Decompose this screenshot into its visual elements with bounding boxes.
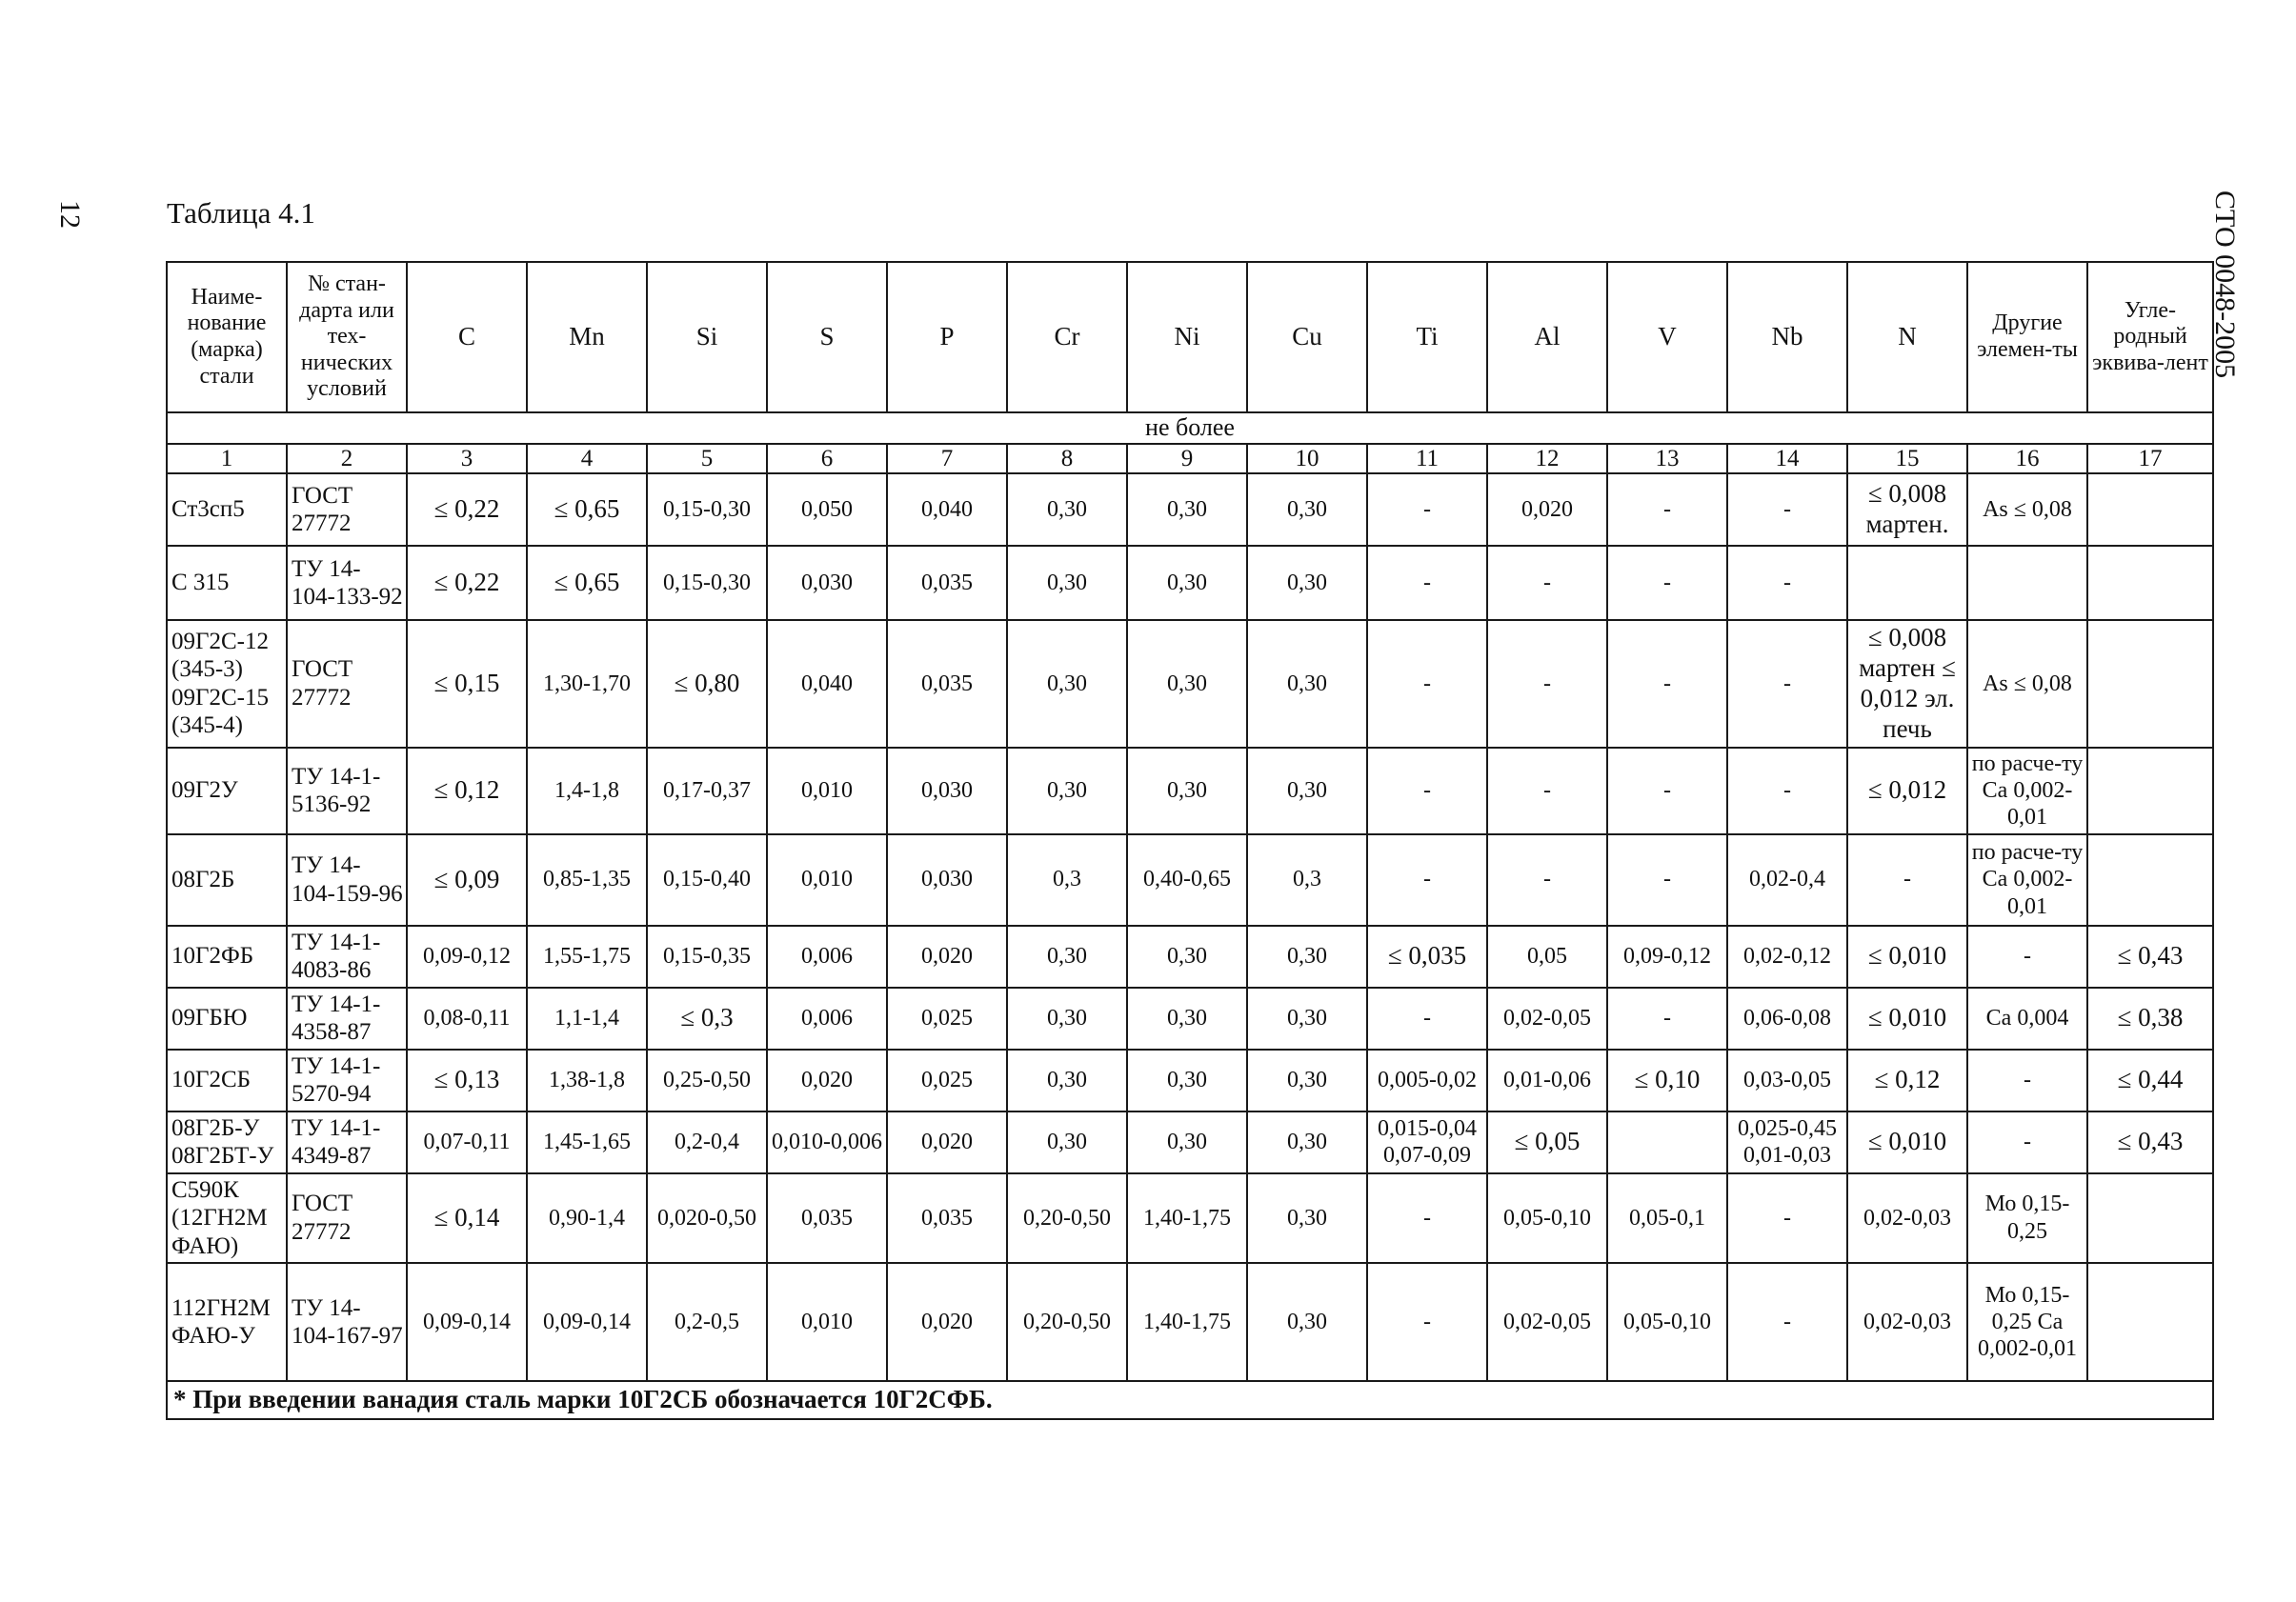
- v-cell: ≤ 0,10: [1607, 1050, 1727, 1111]
- nb-cell: 0,03-0,05: [1727, 1050, 1847, 1111]
- cr-cell: 0,30: [1007, 988, 1127, 1050]
- mn-cell: 1,55-1,75: [527, 926, 647, 988]
- steel-grade-cell: С590К (12ГН2М ФАЮ): [167, 1173, 287, 1264]
- page-number: 12: [54, 200, 86, 229]
- column-number: 12: [1487, 444, 1607, 474]
- s-cell: 0,010-0,006: [767, 1111, 887, 1173]
- p-cell: 0,035: [887, 546, 1007, 620]
- mn-cell: 0,90-1,4: [527, 1173, 647, 1264]
- si-cell: 0,15-0,30: [647, 473, 767, 546]
- cr-cell: 0,30: [1007, 620, 1127, 747]
- si-cell: 0,15-0,30: [647, 546, 767, 620]
- cu-cell: 0,3: [1247, 834, 1367, 926]
- table-body: [167, 473, 2213, 1381]
- cu-cell: 0,30: [1247, 546, 1367, 620]
- other-elements-cell: As ≤ 0,08: [1967, 620, 2087, 747]
- steel-grade-cell: 10Г2ФБ: [167, 926, 287, 988]
- column-number: 15: [1847, 444, 1967, 474]
- n-cell: 0,02-0,03: [1847, 1263, 1967, 1381]
- nb-cell: 0,02-0,12: [1727, 926, 1847, 988]
- cu-cell: 0,30: [1247, 748, 1367, 834]
- ni-cell: 0,30: [1127, 1050, 1247, 1111]
- steel-grade-cell: 09ГБЮ: [167, 988, 287, 1050]
- cr-cell: 0,20-0,50: [1007, 1263, 1127, 1381]
- nb-cell: -: [1727, 546, 1847, 620]
- mn-cell: 1,4-1,8: [527, 748, 647, 834]
- steel-grade-cell: 09Г2С-12 (345-3) 09Г2С-15 (345-4): [167, 620, 287, 747]
- si-cell: 0,2-0,4: [647, 1111, 767, 1173]
- si-cell: 0,15-0,35: [647, 926, 767, 988]
- c-cell: ≤ 0,13: [407, 1050, 527, 1111]
- header-other-elements: Другие элемен-ты: [1967, 262, 2087, 412]
- n-cell: ≤ 0,008 мартен.: [1847, 473, 1967, 546]
- standard-cell: ТУ 14-104-167-97: [287, 1263, 407, 1381]
- si-cell: 0,15-0,40: [647, 834, 767, 926]
- n-cell: ≤ 0,010: [1847, 988, 1967, 1050]
- v-cell: -: [1607, 620, 1727, 747]
- column-number: 4: [527, 444, 647, 474]
- column-number: 14: [1727, 444, 1847, 474]
- v-cell: -: [1607, 988, 1727, 1050]
- nb-cell: -: [1727, 1263, 1847, 1381]
- mn-cell: ≤ 0,65: [527, 546, 647, 620]
- c-cell: ≤ 0,12: [407, 748, 527, 834]
- standard-cell: ТУ 14-104-159-96: [287, 834, 407, 926]
- not-more-than-label: не более: [167, 412, 2213, 444]
- cu-cell: 0,30: [1247, 926, 1367, 988]
- ti-cell: -: [1367, 834, 1487, 926]
- s-cell: 0,010: [767, 1263, 887, 1381]
- ti-cell: 0,005-0,02: [1367, 1050, 1487, 1111]
- steel-grade-cell: 08Г2Б: [167, 834, 287, 926]
- s-cell: 0,020: [767, 1050, 887, 1111]
- cr-cell: 0,20-0,50: [1007, 1173, 1127, 1264]
- ti-cell: 0,015-0,04 0,07-0,09: [1367, 1111, 1487, 1173]
- header-ni: Ni: [1127, 262, 1247, 412]
- cr-cell: 0,30: [1007, 473, 1127, 546]
- column-number-row: [167, 444, 2213, 474]
- p-cell: 0,035: [887, 1173, 1007, 1264]
- carbon-equivalent-cell: [2087, 1173, 2213, 1264]
- header-carbon-equivalent: Угле-родный эквива-лент: [2087, 262, 2213, 412]
- carbon-equivalent-cell: [2087, 473, 2213, 546]
- table-row: [167, 1050, 2213, 1111]
- c-cell: ≤ 0,15: [407, 620, 527, 747]
- other-elements-cell: по расче-ту Са 0,002-0,01: [1967, 748, 2087, 834]
- column-number: 6: [767, 444, 887, 474]
- n-cell: -: [1847, 834, 1967, 926]
- cu-cell: 0,30: [1247, 620, 1367, 747]
- ti-cell: -: [1367, 1263, 1487, 1381]
- p-cell: 0,040: [887, 473, 1007, 546]
- ti-cell: -: [1367, 546, 1487, 620]
- n-cell: [1847, 546, 1967, 620]
- column-number: 10: [1247, 444, 1367, 474]
- al-cell: 0,01-0,06: [1487, 1050, 1607, 1111]
- column-number: 7: [887, 444, 1007, 474]
- nb-cell: -: [1727, 1173, 1847, 1264]
- header-row: [167, 262, 2213, 412]
- steel-grade-cell: С 315: [167, 546, 287, 620]
- nb-cell: -: [1727, 748, 1847, 834]
- n-cell: ≤ 0,010: [1847, 1111, 1967, 1173]
- table-row: [167, 473, 2213, 546]
- other-elements-cell: As ≤ 0,08: [1967, 473, 2087, 546]
- mn-cell: 1,45-1,65: [527, 1111, 647, 1173]
- table-row: [167, 1173, 2213, 1264]
- header-steel-grade: Наиме-нование (марка) стали: [167, 262, 287, 412]
- header-standard: № стан-дарта или тех-нических условий: [287, 262, 407, 412]
- cr-cell: 0,30: [1007, 546, 1127, 620]
- al-cell: 0,05-0,10: [1487, 1173, 1607, 1264]
- s-cell: 0,030: [767, 546, 887, 620]
- header-c: C: [407, 262, 527, 412]
- ni-cell: 0,30: [1127, 988, 1247, 1050]
- ni-cell: 0,30: [1127, 748, 1247, 834]
- column-number: 5: [647, 444, 767, 474]
- s-cell: 0,035: [767, 1173, 887, 1264]
- mn-cell: 0,85-1,35: [527, 834, 647, 926]
- ni-cell: 0,30: [1127, 546, 1247, 620]
- c-cell: ≤ 0,09: [407, 834, 527, 926]
- n-cell: ≤ 0,12: [1847, 1050, 1967, 1111]
- cr-cell: 0,30: [1007, 1111, 1127, 1173]
- carbon-equivalent-cell: ≤ 0,43: [2087, 926, 2213, 988]
- header-nb: Nb: [1727, 262, 1847, 412]
- column-number: 1: [167, 444, 287, 474]
- v-cell: -: [1607, 546, 1727, 620]
- table-row: [167, 620, 2213, 747]
- standard-cell: ТУ 14-104-133-92: [287, 546, 407, 620]
- table-row: [167, 926, 2213, 988]
- table-row: [167, 748, 2213, 834]
- column-number: 9: [1127, 444, 1247, 474]
- c-cell: 0,09-0,12: [407, 926, 527, 988]
- p-cell: 0,020: [887, 1111, 1007, 1173]
- al-cell: -: [1487, 546, 1607, 620]
- p-cell: 0,035: [887, 620, 1007, 747]
- document-code: СТО 0048-2005: [2209, 190, 2241, 379]
- ni-cell: 0,30: [1127, 620, 1247, 747]
- n-cell: ≤ 0,010: [1847, 926, 1967, 988]
- header-cr: Cr: [1007, 262, 1127, 412]
- s-cell: 0,010: [767, 748, 887, 834]
- al-cell: -: [1487, 834, 1607, 926]
- column-number: 8: [1007, 444, 1127, 474]
- c-cell: 0,08-0,11: [407, 988, 527, 1050]
- other-elements-cell: по расче-ту Са 0,002-0,01: [1967, 834, 2087, 926]
- ni-cell: 0,30: [1127, 473, 1247, 546]
- mn-cell: ≤ 0,65: [527, 473, 647, 546]
- c-cell: ≤ 0,22: [407, 473, 527, 546]
- table-row: [167, 1263, 2213, 1381]
- cr-cell: 0,30: [1007, 1050, 1127, 1111]
- si-cell: ≤ 0,80: [647, 620, 767, 747]
- si-cell: ≤ 0,3: [647, 988, 767, 1050]
- standard-cell: ТУ 14-1-5270-94: [287, 1050, 407, 1111]
- nb-cell: 0,025-0,45 0,01-0,03: [1727, 1111, 1847, 1173]
- carbon-equivalent-cell: [2087, 748, 2213, 834]
- cu-cell: 0,30: [1247, 1263, 1367, 1381]
- p-cell: 0,025: [887, 1050, 1007, 1111]
- steel-grade-cell: 10Г2СБ: [167, 1050, 287, 1111]
- p-cell: 0,030: [887, 748, 1007, 834]
- ti-cell: -: [1367, 748, 1487, 834]
- ti-cell: -: [1367, 620, 1487, 747]
- carbon-equivalent-cell: [2087, 834, 2213, 926]
- s-cell: 0,050: [767, 473, 887, 546]
- carbon-equivalent-cell: ≤ 0,44: [2087, 1050, 2213, 1111]
- ni-cell: 1,40-1,75: [1127, 1263, 1247, 1381]
- cr-cell: 0,3: [1007, 834, 1127, 926]
- carbon-equivalent-cell: [2087, 620, 2213, 747]
- al-cell: -: [1487, 748, 1607, 834]
- mn-cell: 1,38-1,8: [527, 1050, 647, 1111]
- table-caption: Таблица 4.1: [167, 196, 315, 230]
- si-cell: 0,2-0,5: [647, 1263, 767, 1381]
- other-elements-cell: Са 0,004: [1967, 988, 2087, 1050]
- table-row: [167, 988, 2213, 1050]
- standard-cell: ТУ 14-1-4083-86: [287, 926, 407, 988]
- al-cell: 0,02-0,05: [1487, 988, 1607, 1050]
- cr-cell: 0,30: [1007, 926, 1127, 988]
- steel-grade-cell: Ст3сп5: [167, 473, 287, 546]
- cu-cell: 0,30: [1247, 1050, 1367, 1111]
- c-cell: 0,09-0,14: [407, 1263, 527, 1381]
- s-cell: 0,010: [767, 834, 887, 926]
- column-number: 2: [287, 444, 407, 474]
- carbon-equivalent-cell: [2087, 546, 2213, 620]
- v-cell: -: [1607, 748, 1727, 834]
- header-p: P: [887, 262, 1007, 412]
- other-elements-cell: -: [1967, 926, 2087, 988]
- carbon-equivalent-cell: [2087, 1263, 2213, 1381]
- cu-cell: 0,30: [1247, 988, 1367, 1050]
- ti-cell: -: [1367, 988, 1487, 1050]
- subheader-row: [167, 412, 2213, 444]
- c-cell: 0,07-0,11: [407, 1111, 527, 1173]
- header-s: S: [767, 262, 887, 412]
- v-cell: -: [1607, 834, 1727, 926]
- nb-cell: 0,02-0,4: [1727, 834, 1847, 926]
- column-number: 16: [1967, 444, 2087, 474]
- al-cell: -: [1487, 620, 1607, 747]
- nb-cell: -: [1727, 620, 1847, 747]
- c-cell: ≤ 0,14: [407, 1173, 527, 1264]
- table-row: [167, 546, 2213, 620]
- steel-composition-table: [166, 261, 2214, 1420]
- standard-cell: ГОСТ 27772: [287, 1173, 407, 1264]
- s-cell: 0,006: [767, 988, 887, 1050]
- nb-cell: -: [1727, 473, 1847, 546]
- al-cell: 0,02-0,05: [1487, 1263, 1607, 1381]
- ti-cell: -: [1367, 1173, 1487, 1264]
- table-row: [167, 1111, 2213, 1173]
- steel-grade-cell: 112ГН2М ФАЮ-У: [167, 1263, 287, 1381]
- standard-cell: ГОСТ 27772: [287, 620, 407, 747]
- standard-cell: ТУ 14-1-4358-87: [287, 988, 407, 1050]
- n-cell: ≤ 0,012: [1847, 748, 1967, 834]
- n-cell: ≤ 0,008 мартен ≤ 0,012 эл. печь: [1847, 620, 1967, 747]
- n-cell: 0,02-0,03: [1847, 1173, 1967, 1264]
- footnote-row: [167, 1381, 2213, 1419]
- mn-cell: 1,1-1,4: [527, 988, 647, 1050]
- p-cell: 0,020: [887, 1263, 1007, 1381]
- v-cell: 0,05-0,1: [1607, 1173, 1727, 1264]
- ni-cell: 0,40-0,65: [1127, 834, 1247, 926]
- footnote: * При введении ванадия сталь марки 10Г2СБ обозначается 10Г2СФБ.: [167, 1381, 2213, 1419]
- cr-cell: 0,30: [1007, 748, 1127, 834]
- v-cell: [1607, 1111, 1727, 1173]
- cu-cell: 0,30: [1247, 1111, 1367, 1173]
- al-cell: 0,020: [1487, 473, 1607, 546]
- column-number: 3: [407, 444, 527, 474]
- p-cell: 0,030: [887, 834, 1007, 926]
- ni-cell: 0,30: [1127, 926, 1247, 988]
- standard-cell: ТУ 14-1-4349-87: [287, 1111, 407, 1173]
- v-cell: -: [1607, 473, 1727, 546]
- al-cell: ≤ 0,05: [1487, 1111, 1607, 1173]
- standard-cell: ТУ 14-1-5136-92: [287, 748, 407, 834]
- mn-cell: 1,30-1,70: [527, 620, 647, 747]
- carbon-equivalent-cell: ≤ 0,38: [2087, 988, 2213, 1050]
- other-elements-cell: [1967, 546, 2087, 620]
- header-al: Al: [1487, 262, 1607, 412]
- other-elements-cell: -: [1967, 1050, 2087, 1111]
- column-number: 11: [1367, 444, 1487, 474]
- si-cell: 0,25-0,50: [647, 1050, 767, 1111]
- header-ti: Ti: [1367, 262, 1487, 412]
- header-mn: Mn: [527, 262, 647, 412]
- column-number: 13: [1607, 444, 1727, 474]
- steel-grade-cell: 08Г2Б-У 08Г2БТ-У: [167, 1111, 287, 1173]
- cu-cell: 0,30: [1247, 473, 1367, 546]
- other-elements-cell: Мо 0,15-0,25 Са 0,002-0,01: [1967, 1263, 2087, 1381]
- other-elements-cell: -: [1967, 1111, 2087, 1173]
- header-cu: Cu: [1247, 262, 1367, 412]
- al-cell: 0,05: [1487, 926, 1607, 988]
- ni-cell: 0,30: [1127, 1111, 1247, 1173]
- header-si: Si: [647, 262, 767, 412]
- ti-cell: ≤ 0,035: [1367, 926, 1487, 988]
- si-cell: 0,020-0,50: [647, 1173, 767, 1264]
- column-number: 17: [2087, 444, 2213, 474]
- carbon-equivalent-cell: ≤ 0,43: [2087, 1111, 2213, 1173]
- ni-cell: 1,40-1,75: [1127, 1173, 1247, 1264]
- header-n: N: [1847, 262, 1967, 412]
- standard-cell: ГОСТ 27772: [287, 473, 407, 546]
- c-cell: ≤ 0,22: [407, 546, 527, 620]
- cu-cell: 0,30: [1247, 1173, 1367, 1264]
- mn-cell: 0,09-0,14: [527, 1263, 647, 1381]
- p-cell: 0,020: [887, 926, 1007, 988]
- s-cell: 0,040: [767, 620, 887, 747]
- si-cell: 0,17-0,37: [647, 748, 767, 834]
- v-cell: 0,05-0,10: [1607, 1263, 1727, 1381]
- ti-cell: -: [1367, 473, 1487, 546]
- s-cell: 0,006: [767, 926, 887, 988]
- nb-cell: 0,06-0,08: [1727, 988, 1847, 1050]
- header-v: V: [1607, 262, 1727, 412]
- table-row: [167, 834, 2213, 926]
- other-elements-cell: Мо 0,15-0,25: [1967, 1173, 2087, 1264]
- v-cell: 0,09-0,12: [1607, 926, 1727, 988]
- p-cell: 0,025: [887, 988, 1007, 1050]
- steel-grade-cell: 09Г2У: [167, 748, 287, 834]
